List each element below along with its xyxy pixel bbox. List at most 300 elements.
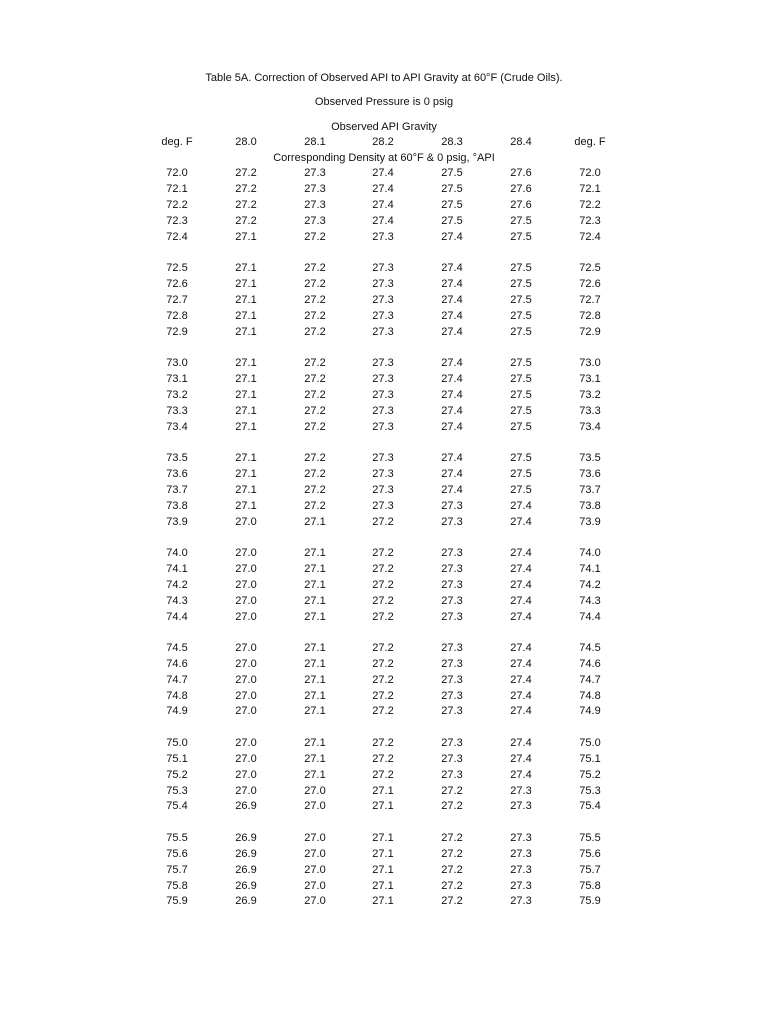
gravity-cell: 27.5	[510, 404, 532, 417]
gravity-cell: 27.4	[510, 736, 532, 749]
temperature-cell: 75.1	[166, 752, 188, 765]
gravity-cell: 27.5	[510, 420, 532, 433]
gravity-cell: 27.4	[372, 214, 394, 227]
gravity-cell: 27.3	[372, 293, 394, 306]
gravity-cell: 27.4	[372, 167, 394, 179]
temperature-cell: 74.7	[579, 673, 601, 686]
gravity-cell: 27.5	[441, 167, 463, 179]
gravity-cell: 26.9	[235, 847, 257, 860]
temperature-cell: 74.8	[579, 689, 601, 702]
table-row	[0, 879, 768, 895]
gravity-cell: 27.4	[441, 230, 463, 243]
temperature-cell: 75.4	[579, 800, 601, 813]
gravity-cell: 27.4	[441, 309, 463, 322]
table-row	[0, 752, 768, 768]
table-row	[0, 483, 768, 499]
gravity-cell: 27.3	[510, 895, 532, 908]
gravity-cell: 27.1	[304, 673, 326, 686]
temperature-cell: 74.8	[166, 689, 188, 702]
temperature-cell: 74.5	[579, 641, 601, 654]
table-row	[0, 515, 768, 531]
temperature-cell: 75.9	[166, 895, 188, 908]
gravity-cell: 27.4	[510, 768, 532, 781]
temperature-cell: 74.3	[579, 594, 601, 607]
gravity-cell: 27.5	[510, 483, 532, 496]
gravity-cell: 27.2	[441, 847, 463, 860]
gravity-cell: 27.0	[235, 641, 257, 654]
row-group	[0, 736, 768, 816]
pressure-note: Observed Pressure is 0 psig	[314, 96, 454, 108]
temperature-cell: 72.9	[166, 325, 188, 338]
gravity-cell: 27.3	[441, 673, 463, 686]
gravity-cell: 27.5	[510, 356, 532, 369]
gravity-cell: 27.2	[304, 388, 326, 401]
gravity-cell: 27.1	[235, 309, 257, 322]
gravity-cell: 27.4	[510, 657, 532, 670]
gravity-cell: 27.3	[304, 198, 326, 211]
gravity-cell: 27.4	[441, 404, 463, 417]
gravity-cell: 27.4	[441, 483, 463, 496]
gravity-cell: 27.2	[304, 293, 326, 306]
gravity-cell: 27.2	[441, 879, 463, 892]
gravity-cell: 27.2	[372, 673, 394, 686]
temperature-cell: 73.7	[579, 483, 601, 496]
gravity-cell: 27.1	[304, 562, 326, 575]
gravity-cell: 27.5	[441, 198, 463, 211]
gravity-cell: 27.5	[441, 214, 463, 227]
gravity-cell: 27.3	[304, 182, 326, 195]
column-header-deg-f-left: deg. F	[161, 136, 193, 148]
table-row	[0, 372, 768, 388]
gravity-cell: 27.2	[441, 863, 463, 876]
temperature-cell: 74.9	[166, 705, 188, 718]
gravity-cell: 27.2	[235, 198, 257, 211]
table-row	[0, 467, 768, 483]
gravity-cell: 27.0	[235, 752, 257, 765]
temperature-cell: 73.2	[579, 388, 601, 401]
temperature-cell: 73.5	[166, 451, 188, 464]
gravity-cell: 27.1	[372, 847, 394, 860]
observed-api-gravity-label: Observed API Gravity	[331, 121, 437, 133]
temperature-cell: 74.2	[579, 578, 601, 591]
gravity-cell: 27.1	[235, 467, 257, 480]
gravity-cell: 27.3	[372, 372, 394, 385]
column-header-28-0: 28.0	[235, 136, 257, 148]
temperature-cell: 74.3	[166, 594, 188, 607]
gravity-cell: 27.2	[235, 182, 257, 195]
temperature-cell: 75.5	[579, 831, 601, 844]
gravity-cell: 27.3	[372, 230, 394, 243]
temperature-cell: 75.6	[579, 847, 601, 860]
gravity-cell: 27.3	[372, 404, 394, 417]
table-row	[0, 863, 768, 879]
table-title: Table 5A. Correction of Observed API to API Gravity at 60°F (Crude Oils).	[205, 72, 563, 84]
gravity-cell: 27.4	[510, 705, 532, 718]
gravity-cell: 27.1	[235, 483, 257, 496]
temperature-cell: 73.1	[166, 372, 188, 385]
gravity-cell: 27.1	[304, 736, 326, 749]
gravity-cell: 27.4	[510, 515, 532, 528]
temperature-cell: 74.9	[579, 705, 601, 718]
gravity-cell: 27.1	[304, 705, 326, 718]
table-row	[0, 388, 768, 404]
table-row	[0, 198, 768, 214]
gravity-cell: 27.1	[304, 594, 326, 607]
gravity-cell: 27.2	[372, 594, 394, 607]
gravity-cell: 27.4	[510, 752, 532, 765]
gravity-cell: 27.2	[304, 483, 326, 496]
gravity-cell: 27.0	[235, 515, 257, 528]
temperature-cell: 74.2	[166, 578, 188, 591]
gravity-cell: 27.1	[304, 768, 326, 781]
gravity-cell: 27.4	[441, 277, 463, 290]
table-row	[0, 182, 768, 198]
temperature-cell: 74.1	[166, 562, 188, 575]
temperature-cell: 72.8	[166, 309, 188, 322]
gravity-cell: 27.5	[510, 467, 532, 480]
temperature-cell: 73.0	[579, 356, 601, 369]
temperature-cell: 73.1	[579, 372, 601, 385]
table-row	[0, 610, 768, 626]
temperature-cell: 73.0	[166, 356, 188, 369]
temperature-cell: 75.2	[166, 768, 188, 781]
gravity-cell: 27.4	[372, 198, 394, 211]
gravity-cell: 27.4	[510, 562, 532, 575]
gravity-cell: 27.2	[304, 356, 326, 369]
temperature-cell: 73.2	[166, 388, 188, 401]
gravity-cell: 27.4	[510, 673, 532, 686]
gravity-cell: 26.9	[235, 800, 257, 813]
temperature-cell: 75.4	[166, 800, 188, 813]
temperature-cell: 73.9	[166, 515, 188, 528]
gravity-cell: 27.3	[372, 277, 394, 290]
temperature-cell: 72.4	[579, 230, 601, 243]
gravity-cell: 26.9	[235, 879, 257, 892]
gravity-cell: 27.2	[304, 309, 326, 322]
gravity-cell: 27.5	[510, 309, 532, 322]
table-row	[0, 325, 768, 341]
gravity-cell: 27.1	[235, 499, 257, 512]
temperature-cell: 72.1	[579, 182, 601, 195]
table-row	[0, 768, 768, 784]
temperature-cell: 73.5	[579, 451, 601, 464]
gravity-cell: 27.4	[441, 388, 463, 401]
gravity-cell: 27.1	[372, 895, 394, 908]
gravity-cell: 27.5	[510, 325, 532, 338]
gravity-cell: 27.1	[372, 879, 394, 892]
gravity-cell: 27.3	[372, 309, 394, 322]
temperature-cell: 75.6	[166, 847, 188, 860]
table-row	[0, 847, 768, 863]
temperature-cell: 75.5	[166, 831, 188, 844]
temperature-cell: 74.5	[166, 641, 188, 654]
gravity-cell: 27.2	[372, 689, 394, 702]
gravity-cell: 27.2	[372, 578, 394, 591]
gravity-cell: 27.3	[304, 167, 326, 179]
gravity-cell: 27.2	[372, 705, 394, 718]
temperature-cell: 73.9	[579, 515, 601, 528]
gravity-cell: 27.3	[441, 546, 463, 559]
gravity-cell: 27.1	[304, 752, 326, 765]
gravity-cell: 27.6	[510, 198, 532, 211]
column-header-28-1: 28.1	[304, 136, 326, 148]
gravity-cell: 27.5	[510, 230, 532, 243]
gravity-cell: 27.0	[235, 689, 257, 702]
data-table	[0, 166, 768, 926]
table-row	[0, 673, 768, 689]
gravity-cell: 27.0	[235, 784, 257, 797]
temperature-cell: 72.0	[166, 167, 188, 179]
gravity-cell: 27.1	[235, 230, 257, 243]
gravity-cell: 27.0	[304, 784, 326, 797]
temperature-cell: 72.2	[166, 198, 188, 211]
gravity-cell: 27.0	[235, 736, 257, 749]
temperature-cell: 75.8	[166, 879, 188, 892]
gravity-cell: 27.1	[372, 863, 394, 876]
table-row	[0, 831, 768, 847]
row-group	[0, 261, 768, 341]
table-row	[0, 736, 768, 752]
gravity-cell: 27.3	[510, 831, 532, 844]
temperature-cell: 73.4	[579, 420, 601, 433]
temperature-cell: 72.1	[166, 182, 188, 195]
gravity-cell: 27.2	[304, 404, 326, 417]
gravity-cell: 27.1	[304, 610, 326, 623]
gravity-cell: 27.2	[372, 657, 394, 670]
row-group	[0, 641, 768, 721]
row-group	[0, 831, 768, 911]
gravity-cell: 27.2	[235, 214, 257, 227]
temperature-cell: 74.6	[579, 657, 601, 670]
gravity-cell: 27.2	[372, 768, 394, 781]
gravity-cell: 27.0	[304, 863, 326, 876]
gravity-cell: 27.0	[235, 657, 257, 670]
temperature-cell: 72.0	[579, 167, 601, 179]
gravity-cell: 27.6	[510, 167, 532, 179]
gravity-cell: 27.3	[441, 562, 463, 575]
gravity-cell: 27.4	[372, 182, 394, 195]
gravity-cell: 27.1	[235, 277, 257, 290]
table-row	[0, 799, 768, 815]
table-row	[0, 293, 768, 309]
temperature-cell: 72.3	[579, 214, 601, 227]
table-row	[0, 562, 768, 578]
temperature-cell: 74.6	[166, 657, 188, 670]
temperature-cell: 74.4	[166, 610, 188, 623]
gravity-cell: 27.5	[510, 214, 532, 227]
temperature-cell: 72.5	[579, 261, 601, 274]
gravity-cell: 27.4	[441, 293, 463, 306]
gravity-cell: 27.2	[441, 784, 463, 797]
gravity-cell: 27.1	[235, 372, 257, 385]
temperature-cell: 72.6	[166, 277, 188, 290]
table-row	[0, 261, 768, 277]
gravity-cell: 27.5	[510, 372, 532, 385]
gravity-cell: 27.4	[510, 689, 532, 702]
table-row	[0, 166, 768, 182]
gravity-cell: 27.5	[510, 388, 532, 401]
gravity-cell: 27.2	[304, 372, 326, 385]
temperature-cell: 73.8	[166, 499, 188, 512]
gravity-cell: 27.3	[441, 594, 463, 607]
gravity-cell: 27.0	[235, 594, 257, 607]
gravity-cell: 27.1	[304, 657, 326, 670]
temperature-cell: 74.7	[166, 673, 188, 686]
temperature-cell: 74.0	[579, 546, 601, 559]
gravity-cell: 27.5	[441, 182, 463, 195]
temperature-cell: 72.3	[166, 214, 188, 227]
gravity-cell: 27.3	[441, 641, 463, 654]
temperature-cell: 73.3	[579, 404, 601, 417]
gravity-cell: 27.4	[510, 610, 532, 623]
gravity-cell: 27.1	[235, 356, 257, 369]
gravity-cell: 27.4	[441, 372, 463, 385]
gravity-cell: 27.3	[372, 261, 394, 274]
gravity-cell: 27.3	[372, 499, 394, 512]
gravity-cell: 27.0	[235, 578, 257, 591]
gravity-cell: 27.4	[441, 356, 463, 369]
temperature-cell: 74.4	[579, 610, 601, 623]
temperature-cell: 72.6	[579, 277, 601, 290]
gravity-cell: 27.3	[441, 610, 463, 623]
gravity-cell: 27.3	[510, 800, 532, 813]
gravity-cell: 27.2	[372, 610, 394, 623]
gravity-cell: 27.1	[304, 578, 326, 591]
temperature-cell: 72.7	[166, 293, 188, 306]
temperature-cell: 72.5	[166, 261, 188, 274]
gravity-cell: 27.5	[510, 261, 532, 274]
gravity-cell: 27.1	[235, 388, 257, 401]
temperature-cell: 75.3	[579, 784, 601, 797]
gravity-cell: 27.4	[441, 325, 463, 338]
gravity-cell: 27.3	[441, 499, 463, 512]
temperature-cell: 73.4	[166, 420, 188, 433]
gravity-cell: 27.3	[372, 420, 394, 433]
gravity-cell: 27.1	[235, 293, 257, 306]
gravity-cell: 27.3	[510, 784, 532, 797]
table-row	[0, 578, 768, 594]
gravity-cell: 27.4	[441, 467, 463, 480]
temperature-cell: 72.7	[579, 293, 601, 306]
gravity-cell: 27.1	[235, 451, 257, 464]
table-row	[0, 657, 768, 673]
gravity-cell: 27.1	[304, 546, 326, 559]
gravity-cell: 27.3	[441, 736, 463, 749]
table-row	[0, 499, 768, 515]
gravity-cell: 27.4	[510, 641, 532, 654]
gravity-cell: 27.2	[304, 277, 326, 290]
temperature-cell: 75.0	[166, 736, 188, 749]
temperature-cell: 74.0	[166, 546, 188, 559]
gravity-cell: 27.1	[304, 641, 326, 654]
temperature-cell: 75.7	[579, 863, 601, 876]
gravity-cell: 27.2	[304, 420, 326, 433]
gravity-cell: 27.2	[304, 325, 326, 338]
temperature-cell: 75.1	[579, 752, 601, 765]
gravity-cell: 27.2	[304, 261, 326, 274]
temperature-cell: 73.3	[166, 404, 188, 417]
gravity-cell: 27.1	[235, 325, 257, 338]
gravity-cell: 27.5	[510, 293, 532, 306]
table-row	[0, 784, 768, 800]
temperature-cell: 75.9	[579, 895, 601, 908]
gravity-cell: 27.1	[235, 420, 257, 433]
temperature-cell: 75.0	[579, 736, 601, 749]
gravity-cell: 27.1	[304, 689, 326, 702]
gravity-cell: 27.3	[441, 689, 463, 702]
gravity-cell: 27.3	[372, 483, 394, 496]
column-header-28-3: 28.3	[441, 136, 463, 148]
gravity-cell: 27.3	[304, 214, 326, 227]
gravity-cell: 27.0	[235, 546, 257, 559]
table-row	[0, 277, 768, 293]
gravity-cell: 27.1	[235, 404, 257, 417]
gravity-cell: 27.4	[510, 594, 532, 607]
gravity-cell: 27.2	[372, 562, 394, 575]
gravity-cell: 27.2	[304, 230, 326, 243]
gravity-cell: 27.3	[372, 467, 394, 480]
gravity-cell: 27.2	[304, 451, 326, 464]
gravity-cell: 27.5	[510, 451, 532, 464]
gravity-cell: 27.3	[441, 578, 463, 591]
temperature-cell: 72.8	[579, 309, 601, 322]
gravity-cell: 27.3	[372, 356, 394, 369]
gravity-cell: 27.0	[235, 768, 257, 781]
temperature-cell: 75.7	[166, 863, 188, 876]
table-row	[0, 451, 768, 467]
gravity-cell: 27.0	[304, 831, 326, 844]
column-header-28-2: 28.2	[372, 136, 394, 148]
table-subtitle: Corresponding Density at 60°F & 0 psig, °API	[273, 152, 495, 164]
gravity-cell: 27.0	[235, 562, 257, 575]
table-row	[0, 356, 768, 372]
gravity-cell: 27.6	[510, 182, 532, 195]
row-group	[0, 451, 768, 531]
gravity-cell: 27.2	[372, 546, 394, 559]
temperature-cell: 72.2	[579, 198, 601, 211]
table-row	[0, 894, 768, 910]
gravity-cell: 27.2	[304, 499, 326, 512]
gravity-cell: 27.3	[441, 752, 463, 765]
gravity-cell: 27.1	[304, 515, 326, 528]
gravity-cell: 27.5	[510, 277, 532, 290]
table-row	[0, 689, 768, 705]
gravity-cell: 27.2	[372, 752, 394, 765]
temperature-cell: 73.6	[166, 467, 188, 480]
gravity-cell: 27.4	[441, 261, 463, 274]
gravity-cell: 26.9	[235, 895, 257, 908]
gravity-cell: 27.1	[372, 800, 394, 813]
table-row	[0, 230, 768, 246]
column-header-row	[0, 135, 768, 149]
temperature-cell: 73.6	[579, 467, 601, 480]
gravity-cell: 27.0	[235, 705, 257, 718]
column-header-deg-f-right: deg. F	[574, 136, 606, 148]
table-row	[0, 214, 768, 230]
temperature-cell: 73.7	[166, 483, 188, 496]
gravity-cell: 27.3	[510, 879, 532, 892]
gravity-cell: 27.4	[441, 420, 463, 433]
row-group	[0, 166, 768, 246]
gravity-cell: 27.2	[372, 736, 394, 749]
gravity-cell: 27.2	[372, 515, 394, 528]
gravity-cell: 27.3	[510, 863, 532, 876]
gravity-cell: 26.9	[235, 863, 257, 876]
table-row	[0, 546, 768, 562]
gravity-cell: 27.0	[304, 895, 326, 908]
table-row	[0, 594, 768, 610]
temperature-cell: 72.9	[579, 325, 601, 338]
